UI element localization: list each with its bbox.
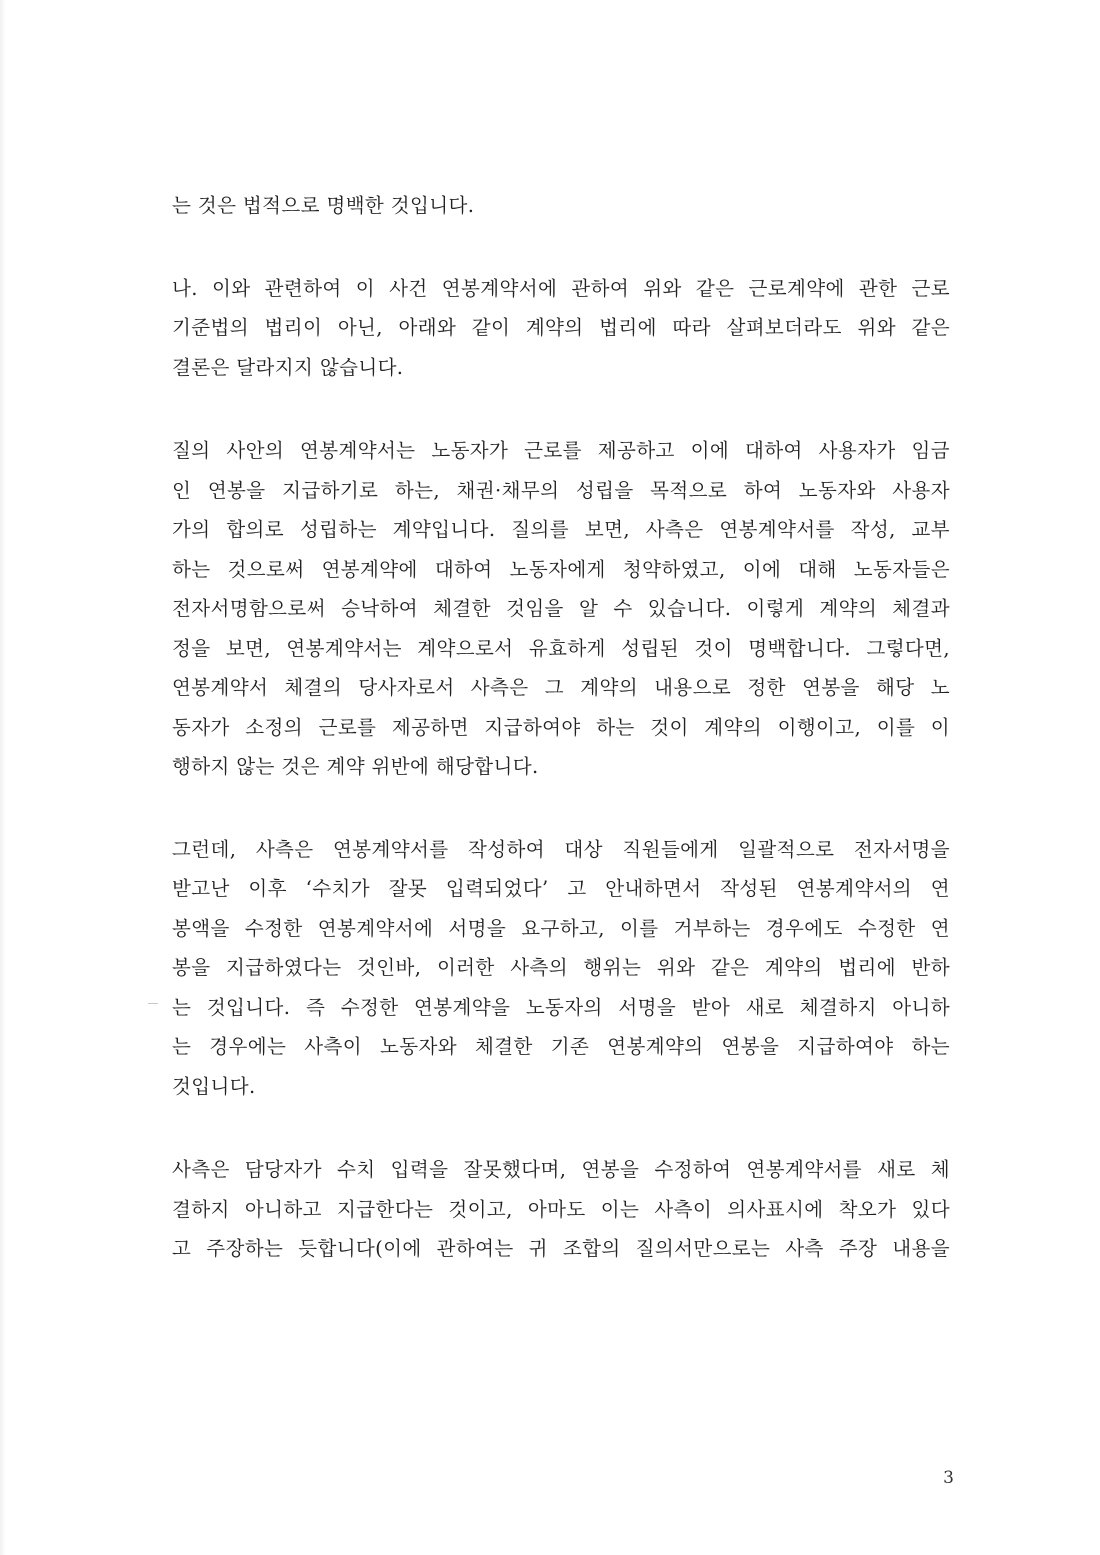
text-line: 가의 합의로 성립하는 계약입니다. 질의를 보면, 사측은 연봉계약서를 작성, 교부 (172, 518, 950, 541)
document-body (172, 186, 950, 1269)
text-line: 정을 보면, 연봉계약서는 계약으로서 유효하게 성립된 것이 명백합니다. 그렇다면, (172, 636, 950, 660)
page-number: 3 (943, 1468, 954, 1488)
text-line: 전자서명함으로써 승낙하여 체결한 것임을 알 수 있습니다. 이렇게 계약의 체결과 (172, 597, 950, 620)
text-line: 고 주장하는 듯합니다(이에 관하여는 귀 조합의 질의서만으로는 사측 주장 내용을 (172, 1237, 950, 1260)
text-line: 동자가 소정의 근로를 제공하면 지급하여야 하는 것이 계약의 이행이고, 이를 이 (172, 715, 950, 739)
text-line: 그런데, 사측은 연봉계약서를 작성하여 대상 직원들에게 일괄적으로 전자서명을 (172, 837, 950, 861)
text-line: 는 것입니다. 즉 수정한 연봉계약을 노동자의 서명을 받아 새로 체결하지 아니하 (172, 995, 950, 1019)
text-line: 인 연봉을 지급하기로 하는, 채권·채무의 성립을 목적으로 하여 노동자와 사용자 (172, 478, 950, 502)
text-line: 나. 이와 관련하여 이 사건 연봉계약서에 관하여 위와 같은 근로계약에 관한 근로 (172, 276, 950, 300)
text-line: 받고난 이후 ‘수치가 잘못 입력되었다’ 고 안내하면서 작성된 연봉계약서의 연 (172, 877, 950, 900)
paragraph-4 (172, 830, 950, 1107)
paragraph-1 (172, 186, 950, 226)
paragraph-2 (172, 269, 950, 388)
text-line: 결하지 아니하고 지급한다는 것이고, 아마도 이는 사측이 의사표시에 착오가 있다 (172, 1197, 950, 1221)
text-line: 행하지 않는 것은 계약 위반에 해당합니다. (172, 755, 539, 778)
text-line: 질의 사안의 연봉계약서는 노동자가 근로를 제공하고 이에 대하여 사용자가 임금 (172, 439, 950, 462)
text-line: 는 것은 법적으로 명백한 것입니다. (172, 194, 475, 217)
scan-edge-shadow (0, 0, 6, 1555)
text-line: 사측은 담당자가 수치 입력을 잘못했다며, 연봉을 수정하여 연봉계약서를 새로 체 (172, 1158, 950, 1181)
text-line: 하는 것으로써 연봉계약에 대하여 노동자에게 청약하였고, 이에 대해 노동자들은 (172, 557, 950, 581)
text-line: 연봉계약서 체결의 당사자로서 사측은 그 계약의 내용으로 정한 연봉을 해당 노 (172, 676, 950, 699)
text-line: 는 경우에는 사측이 노동자와 체결한 기존 연봉계약의 연봉을 지급하여야 하는 (172, 1035, 950, 1058)
text-line: 봉액을 수정한 연봉계약서에 서명을 요구하고, 이를 거부하는 경우에도 수정한 연 (172, 916, 950, 940)
paragraph-3 (172, 431, 950, 787)
paragraph-5 (172, 1150, 950, 1269)
text-line: 결론은 달라지지 않습니다. (172, 355, 404, 379)
scan-speck (148, 1003, 158, 1004)
text-line: 기준법의 법리이 아닌, 아래와 같이 계약의 법리에 따라 살펴보더라도 위와 같은 (172, 316, 950, 339)
text-line: 봉을 지급하였다는 것인바, 이러한 사측의 행위는 위와 같은 계약의 법리에 반하 (172, 956, 950, 979)
text-line: 것입니다. (172, 1074, 256, 1098)
